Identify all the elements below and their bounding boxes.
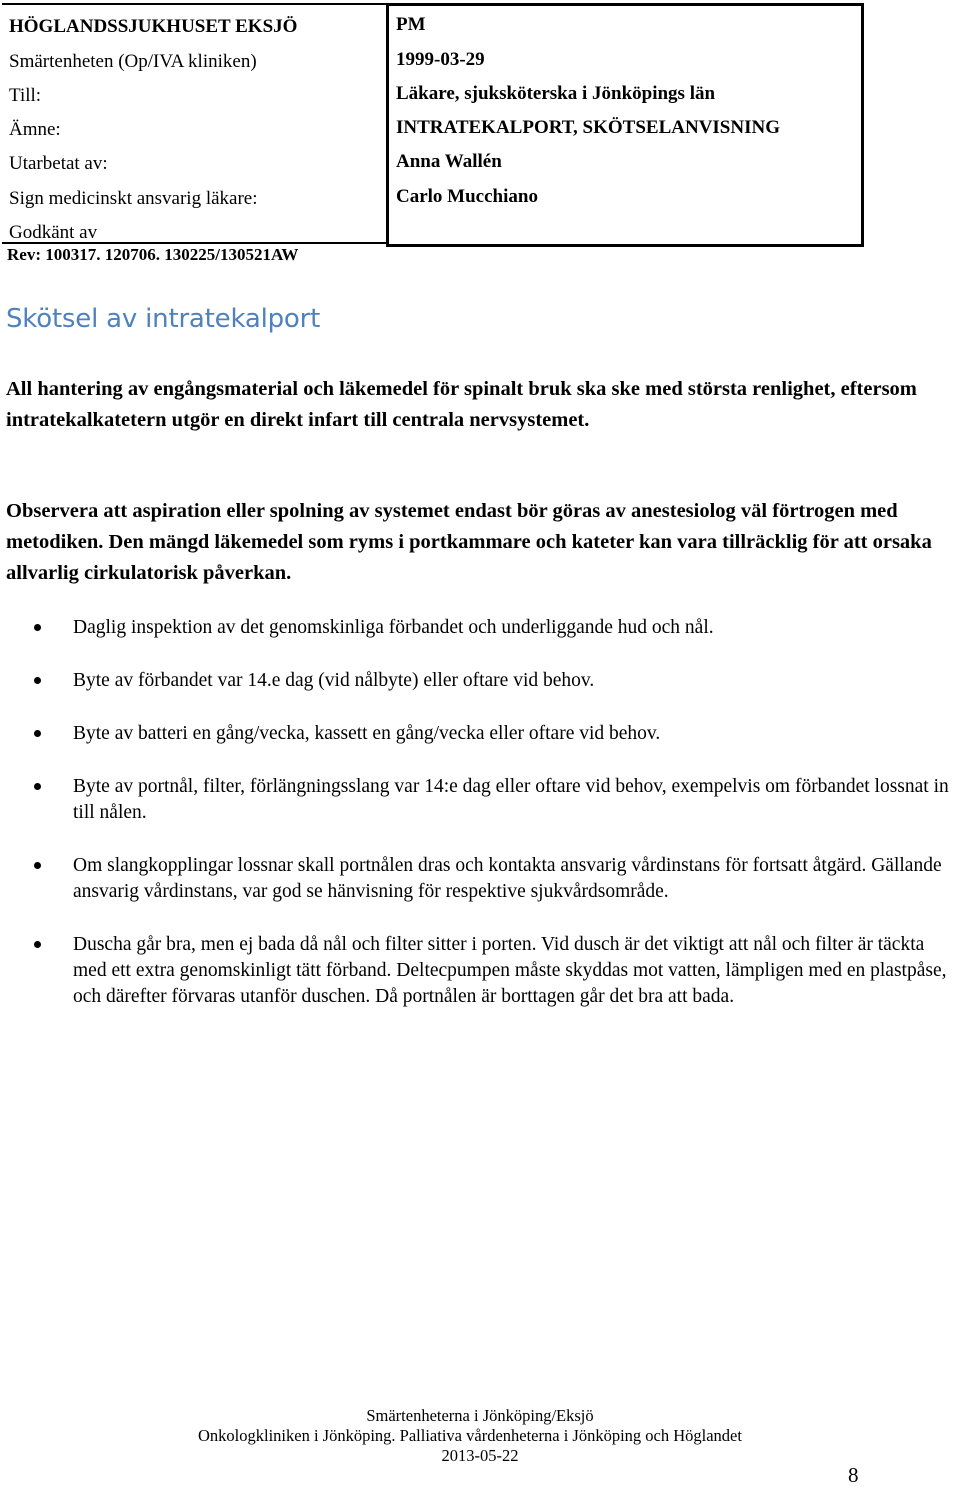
header-labels xyxy=(2,3,386,244)
author: Anna Wallén xyxy=(396,151,502,172)
bullet-icon xyxy=(34,783,41,790)
label-to: Till: xyxy=(9,85,42,106)
footer-line-1: Smärtenheterna i Jönköping/Eksjö xyxy=(366,1406,594,1425)
recipients: Läkare, sjuksköterska i Jönköpings län xyxy=(396,83,716,104)
bullet-icon xyxy=(34,941,41,948)
list-item xyxy=(34,853,949,905)
footer-line-2: Onkologkliniken i Jönköping. Palliativa vårdenheterna i Jönköping och Höglandet xyxy=(198,1426,742,1445)
paragraph-hygiene: All hantering av engångsmaterial och läkemedel för spinalt bruk ska ske med största renlighet, eftersom intratekalkatetern utgör en direkt infart till centrala nervsystemet. xyxy=(6,378,917,431)
subject: INTRATEKALPORT, SKÖTSELANVISNING xyxy=(396,117,780,138)
bullet-icon xyxy=(34,624,41,631)
responsible-physician: Carlo Mucchiano xyxy=(396,186,538,207)
list-item-text: Daglig inspektion av det genomskinliga förbandet och underliggande hud och nål. xyxy=(73,617,714,638)
label-approved-by: Godkänt av xyxy=(9,222,98,243)
list-item-text: Byte av batteri en gång/vecka, kassett en gång/vecka eller oftare vid behov. xyxy=(73,723,661,744)
bullet-icon xyxy=(34,677,41,684)
bullet-icon xyxy=(34,730,41,737)
label-responsible-physician: Sign medicinskt ansvarig läkare: xyxy=(9,188,258,209)
list-item xyxy=(34,668,949,694)
doc-date: 1999-03-29 xyxy=(396,49,485,70)
doc-type: PM xyxy=(396,14,426,35)
page-number: 8 xyxy=(848,1463,859,1487)
footer-date: 2013-05-22 xyxy=(441,1446,519,1465)
list-item-text: Byte av portnål, filter, förlängningsslang var 14:e dag eller oftare vid behov, exempelvis om förbandet lossnat in till nålen. xyxy=(73,776,949,823)
header-values xyxy=(386,3,864,247)
list-item xyxy=(34,721,949,747)
label-prepared-by: Utarbetat av: xyxy=(9,153,108,174)
list-item xyxy=(34,615,949,641)
section-title: Skötsel av intratekalport xyxy=(6,304,321,334)
list-item-text: Byte av förbandet var 14.e dag (vid nålbyte) eller oftare vid behov. xyxy=(73,670,595,691)
list-item xyxy=(34,774,949,826)
document-header xyxy=(2,3,862,244)
paragraph-aspiration-warning: Observera att aspiration eller spolning av systemet endast bör göras av anestesiolog väl förtrogen med metodiken. Den mängd läkemedel som ryms i portkammare och kateter kan vara tillräcklig för att orsaka allvarlig cirkulatorisk påverkan. xyxy=(6,500,932,584)
page-footer xyxy=(0,1406,960,1466)
list-item xyxy=(34,932,949,1010)
care-instructions-list xyxy=(34,615,949,1037)
revision-line: Rev: 100317. 120706. 130225/130521AW xyxy=(7,245,299,264)
hospital-name: HÖGLANDSSJUKHUSET EKSJÖ xyxy=(9,16,298,37)
list-item-text: Duscha går bra, men ej bada då nål och filter sitter i porten. Vid dusch är det viktigt att nål och filter är täckta med ett extra genomskinligt tätt förband. Deltecpumpen måste skyddas mot vatten, lämpligen med en plastpåse, och därefter förvaras utanför duschen. Då portnålen är borttagen går det bra att bada. xyxy=(73,934,947,1007)
label-subject: Ämne: xyxy=(9,119,61,140)
department-name: Smärtenheten (Op/IVA kliniken) xyxy=(9,51,257,72)
list-item-text: Om slangkopplingar lossnar skall portnålen dras och kontakta ansvarig vårdinstans för fortsatt åtgärd. Gällande ansvarig vårdinstans, var god se hänvisning för respektive sjukvårdsområde. xyxy=(73,855,942,902)
bullet-icon xyxy=(34,862,41,869)
